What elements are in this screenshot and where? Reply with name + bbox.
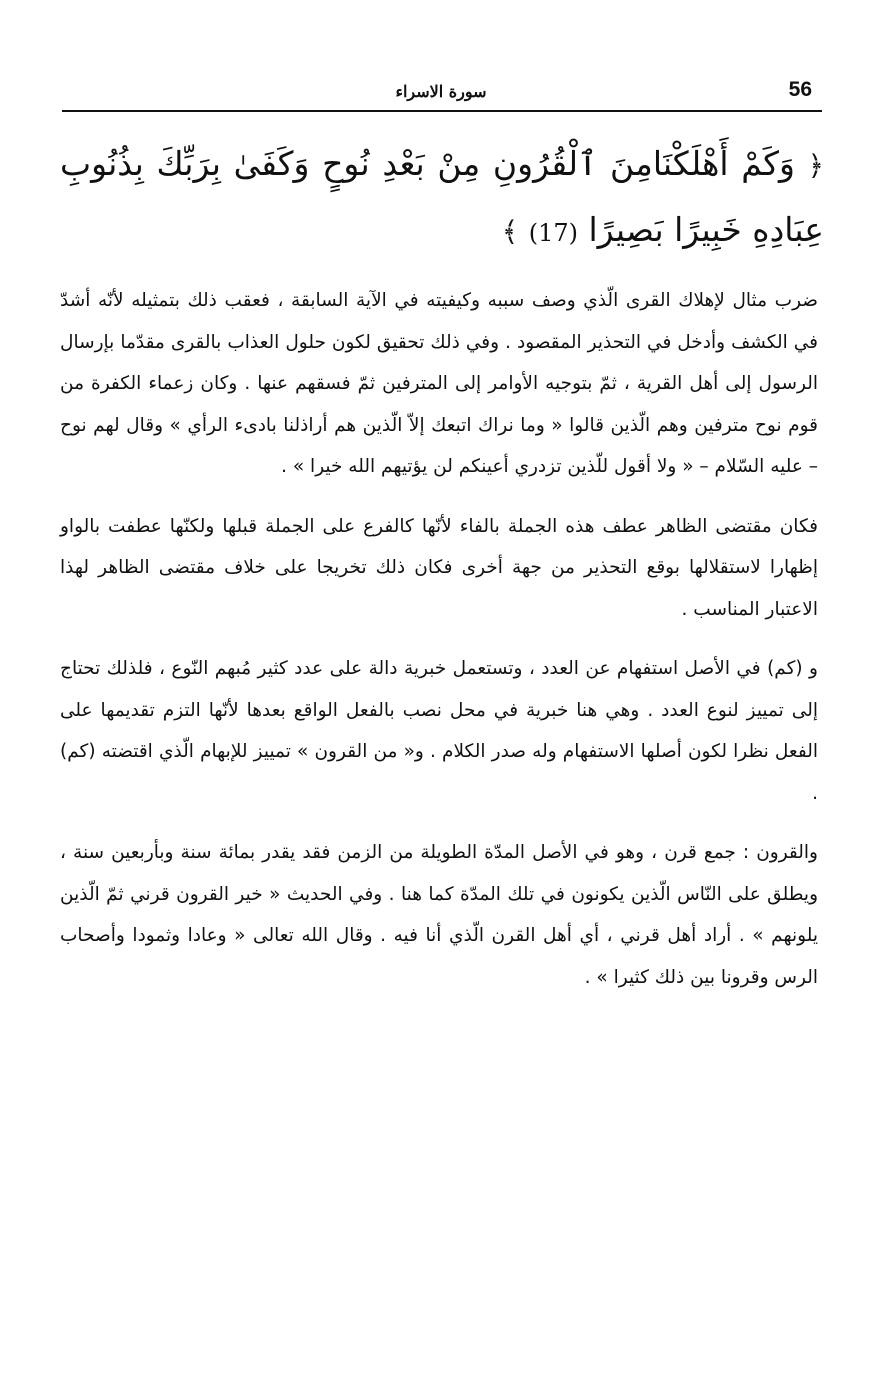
verse-close-bracket: ﴾: [501, 215, 519, 248]
verse-open-bracket: ﴿: [807, 149, 824, 182]
page-number: 56: [788, 78, 812, 101]
commentary-paragraph: فكان مقتضى الظاهر عطف هذه الجملة بالفاء لأنّها كالفرع على الجملة قبلها ولكنّها عطفت بالواو إظهارا لاستقلالها بوقع التحذير من جهة أخرى فكان ذلك تخريجا على خلاف مقتضى الظاهر لهذا الاعتبار المناسب .: [60, 515, 818, 620]
commentary-paragraph: و (كم) في الأصل استفهام عن العدد ، وتستعمل خبرية دالة على عدد كثير مُبهم النّوع ، فلذلك تحتاج إلى تمييز لنوع العدد . وهي هنا خبرية في محل نصب بالفعل الواقع بعدها لأنّها التزم تقديمها على الفعل نظرا لكون أصلها الاستفهام وله صدر الكلام . و« من القرون » تمييز للإبهام الّذي اقتضته (كم) .: [60, 658, 818, 804]
verse-number: (17): [528, 219, 578, 247]
commentary-body: [60, 280, 818, 1016]
page-header: [62, 72, 820, 108]
verse-text: وَكَمْ أَهْلَكْنَامِنَ ٱلْقُرُونِ مِنْ بَعْدِ نُوحٍ وَكَفَىٰ بِرَبِّكَ بِذُنُوبِ عِبَادِهِ خَبِيرًا بَصِيرًا: [60, 144, 824, 249]
commentary-paragraph: والقرون : جمع قرن ، وهو في الأصل المدّة الطويلة من الزمن فقد يقدر بمائة سنة وبأربعين سنة ، ويطلق على النّاس الّذين يكونون في تلك المدّة كما هنا . وفي الحديث « خير القرون قرني ثمّ الّذين يلونهم » . أراد أهل قرني ، أي أهل القرن الّذي أنا فيه . وقال الله تعالى « وعادا وثمودا وأصحاب الرس وقرونا بين ذلك كثيرا » .: [60, 842, 818, 988]
commentary-paragraph: ضرب مثال لإهلاك القرى الّذي وصف سببه وكيفيته في الآية السابقة ، فعقب ذلك بتمثيله لأنّه أشدّ في الكشف وأدخل في التحذير المقصود . وفي ذلك تحقيق لكون حلول العذاب بالقرى مقدّما بإرسال الرسول إلى أهل القرية ، ثمّ بتوجيه الأوامر إلى المترفين ثمّ فسقهم عنها . وكان زعماء الكفرة من قوم نوح مترفين وهم الّذين قالوا « وما نراك اتبعك إلاّ الّذين هم أراذلنا بادىء الرأي » وقال لهم نوح – عليه السّلام – « ولا أقول للّذين تزدري أعينكم لن يؤتيهم الله خيرا » .: [60, 290, 818, 477]
quran-verse: [60, 132, 824, 265]
surah-title: سورة الاسراء: [395, 82, 487, 101]
header-divider: [62, 110, 822, 112]
